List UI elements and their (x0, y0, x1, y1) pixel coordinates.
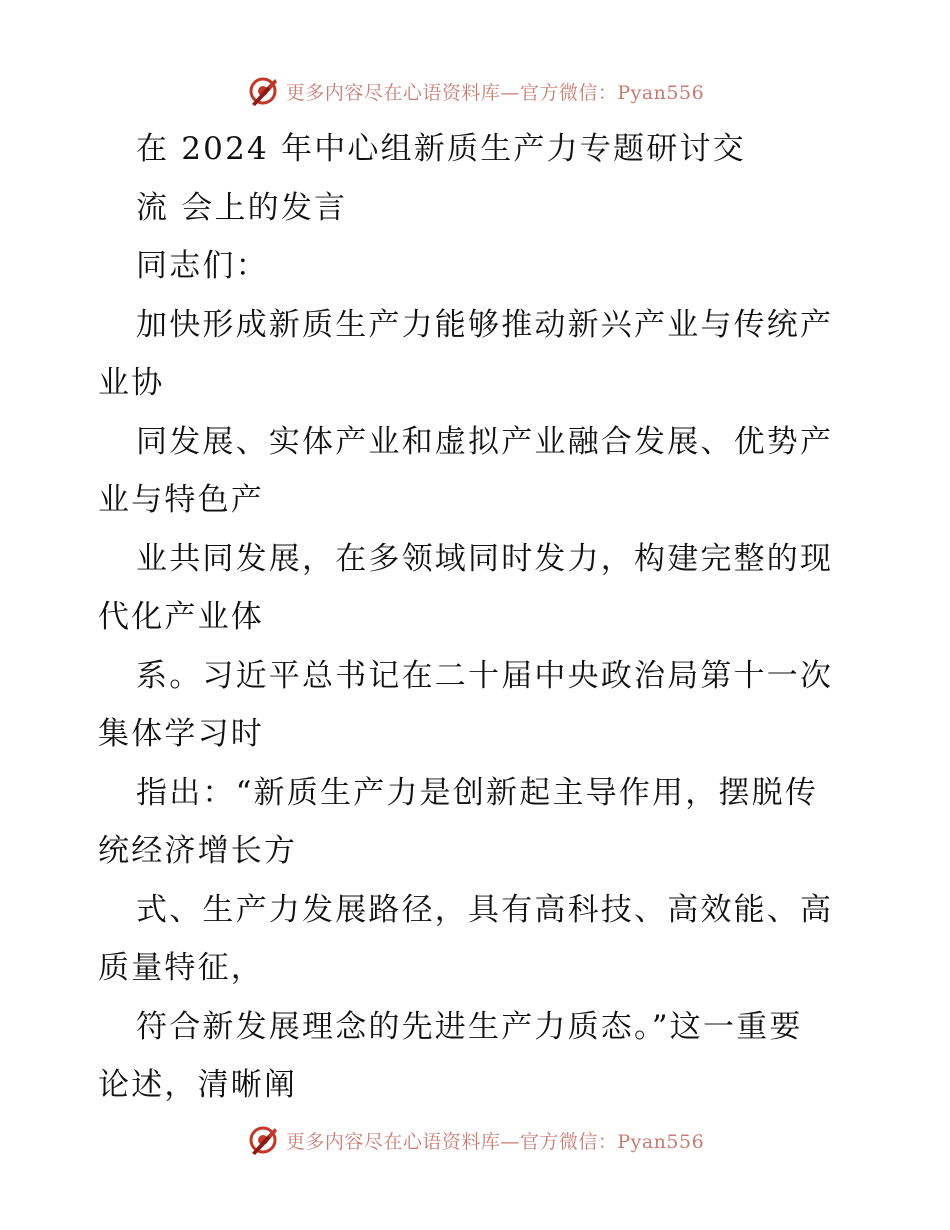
text-line: 论述，清晰阐 (98, 1067, 298, 1103)
text-line: 业与特色产 (98, 482, 264, 518)
brush-logo-icon (246, 1123, 280, 1157)
text-line: 同志们： (136, 248, 269, 284)
watermark-text: 更多内容尽在心语资料库—官方微信：Pyan556 (285, 1130, 705, 1153)
text-line: 同发展、实体产业和虚拟产业融合发展、优势产 (136, 423, 834, 460)
text-line: 业共同发展，在多领域同时发力，构建完整的现 (136, 540, 834, 577)
text-line: 符合新发展理念的先进生产力质态。”这一重要 (136, 1008, 803, 1045)
text-line: 业协 (98, 365, 165, 401)
text-line: 系。习近平总书记在二十届中央政治局第十一次 (136, 657, 834, 694)
document-body (98, 120, 854, 1115)
text-line: 指出：“新质生产力是创新起主导作用，摆脱传 (136, 774, 819, 811)
text-line: 集体学习时 (98, 716, 264, 752)
text-line: 式、生产力发展路径，具有高科技、高效能、高 (136, 891, 834, 928)
header-watermark (0, 71, 950, 111)
text-line: 统经济增长方 (98, 833, 298, 869)
text-line: 流 会上的发言 (136, 189, 348, 226)
text-line: 代化产业体 (98, 599, 264, 635)
text-line: 加快形成新质生产力能够推动新兴产业与传统产 (136, 306, 834, 343)
footer-watermark (0, 1120, 950, 1160)
brush-logo-icon (246, 74, 280, 108)
text-line: 质量特征， (98, 950, 264, 986)
watermark-text: 更多内容尽在心语资料库—官方微信：Pyan556 (285, 81, 705, 104)
text-line: 在 2024 年中心组新质生产力专题研讨交 (136, 131, 746, 167)
